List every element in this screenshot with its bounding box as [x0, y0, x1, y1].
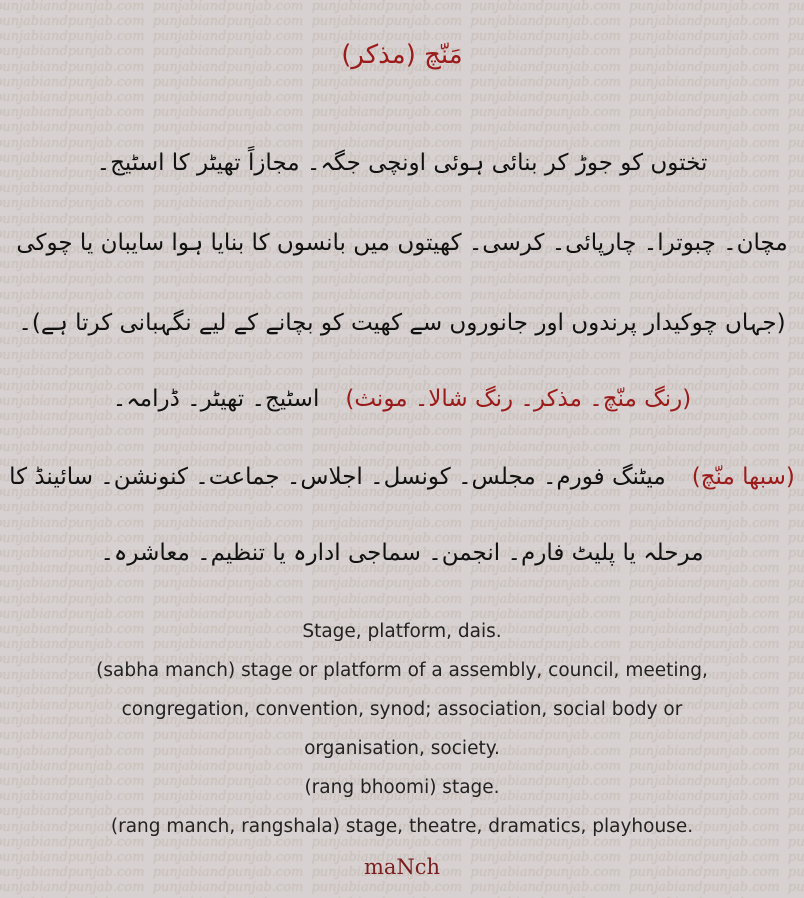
english-line: congregation, convention, synod; association, social body or: [121, 699, 683, 720]
english-line: (rang manch, rangshala) stage, theatre, dramatics, playhouse.: [110, 816, 694, 837]
transliteration: maNch: [363, 855, 441, 879]
rang-manch-meaning: اسٹیج۔ تھیٹر۔ ڈرامہ۔: [112, 386, 320, 412]
rang-manch-line: [0, 382, 804, 416]
headword: مَنّچ: [424, 40, 463, 70]
urdu-definition-line: تختوں کو جوڑ کر بنائی ہوئی اونچی جگہ۔ مجازاً تھیٹر کا اسٹیج۔: [96, 150, 708, 176]
gender-label: (مذکر): [341, 40, 416, 70]
urdu-definition-line: مچان۔ چبوترا۔ چارپائی۔ کرسی۔ کھیتوں میں بانسوں کا بنایا ہوا سایبان یا چوکی: [16, 230, 788, 256]
english-definition: [0, 612, 804, 846]
sabha-manch-meaning: میٹنگ فورم۔ مجلس۔ کونسل۔ اجلاس۔ جماعت۔ کنونشن۔ سائینڈ کا: [9, 464, 666, 490]
english-line: Stage, platform, dais.: [302, 621, 502, 642]
headword-title: [0, 38, 804, 72]
sabha-manch-term: (سبھا منّچ): [691, 464, 795, 490]
sabha-manch-line: [0, 460, 804, 494]
english-line: (rang bhoomi) stage.: [304, 777, 500, 798]
urdu-definition-line: مرحلہ یا پلیٹ فارم۔ انجمن۔ سماجی ادارہ یا تنظیم۔ معاشرہ۔: [100, 540, 704, 566]
urdu-definition-line: (جہاں چوکیدار پرندوں اور جانوروں سے کھیت کو بچانے کے لیے نگہبانی کرتا ہے)۔: [18, 310, 786, 336]
rang-manch-term: (رنگ منّچ۔ مذکر۔ رنگ شالا۔ مونث): [345, 386, 692, 412]
english-line: (sabha manch) stage or platform of a assembly, council, meeting,: [96, 660, 708, 681]
english-line: organisation, society.: [304, 738, 500, 759]
